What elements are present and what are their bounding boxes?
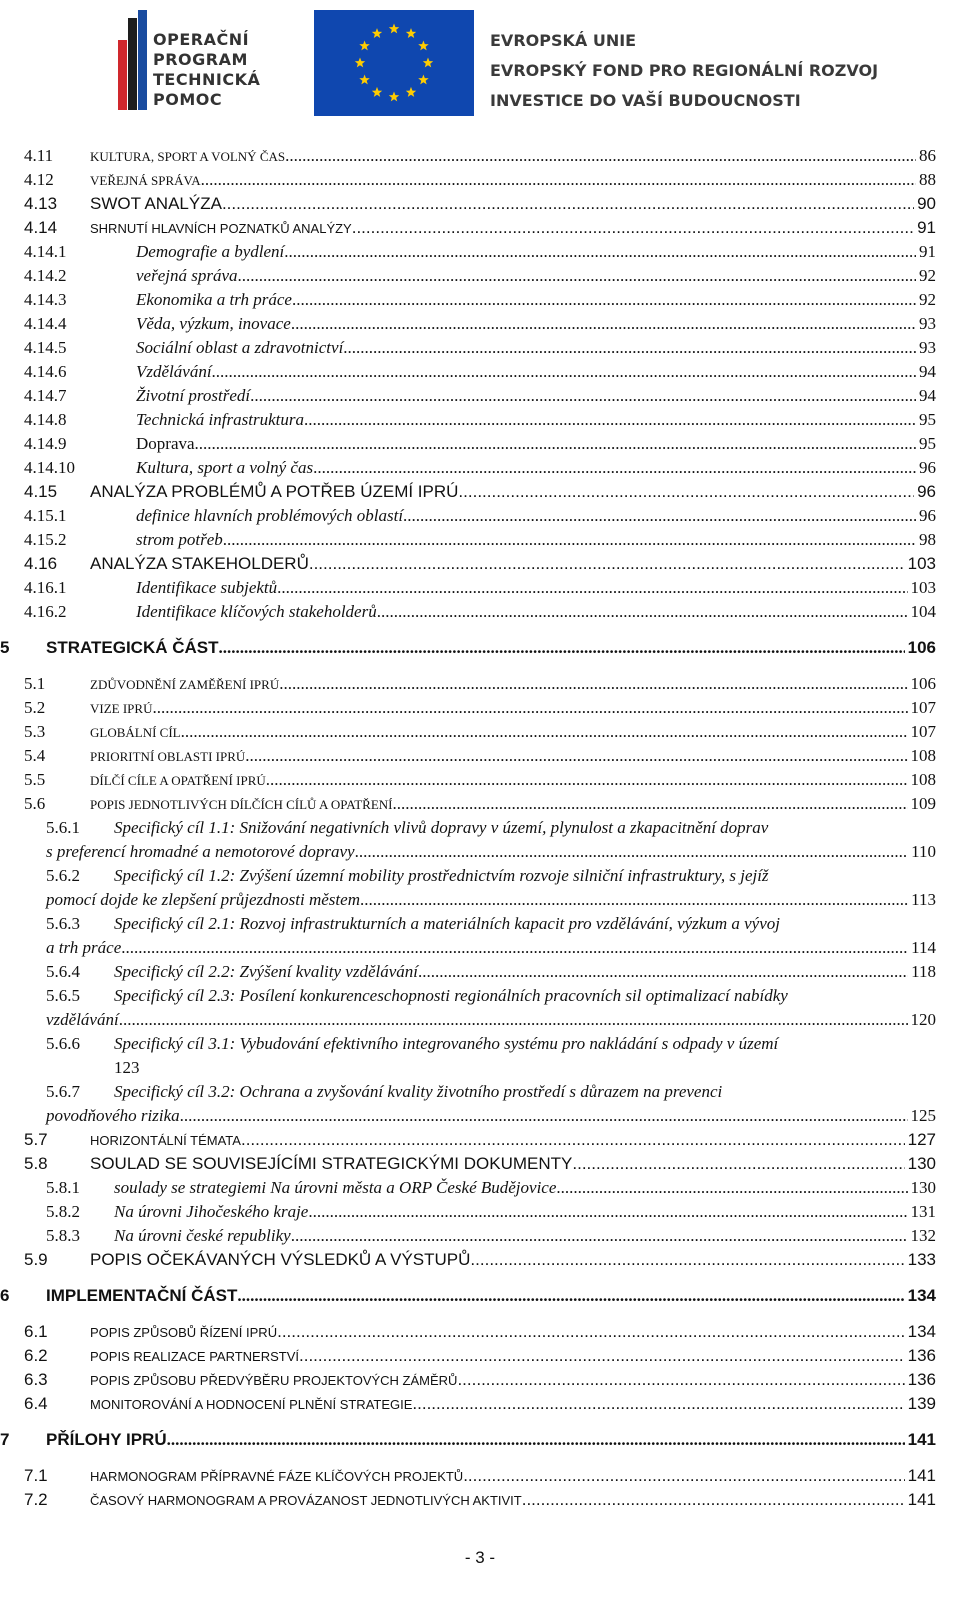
toc-number: 4.15.1	[24, 506, 67, 525]
toc-title: SHRNUTÍ HLAVNÍCH POZNATKŮ ANALÝZY	[90, 221, 352, 236]
toc-number: 4.14.1	[24, 242, 67, 261]
toc-entry[interactable]	[24, 288, 936, 312]
toc-entry[interactable]	[24, 1344, 936, 1368]
toc-title-cont: vzdělávání	[46, 1010, 119, 1029]
toc-title: PŘÍLOHY IPRÚ	[46, 1430, 167, 1449]
toc-title: KULTURA, SPORT A VOLNÝ ČAS	[90, 149, 286, 164]
toc-title: soulady se strategiemi Na úrovni města a ORP České Budějovice	[114, 1178, 557, 1197]
toc-number: 4.16.2	[24, 602, 67, 621]
toc-page: 91	[917, 218, 936, 237]
toc-number: 5.8.3	[46, 1226, 80, 1245]
toc-title: Sociální oblast a zdravotnictví	[136, 338, 344, 357]
toc-number: 5.8.1	[46, 1178, 80, 1197]
toc-title-cont: a trh práce	[46, 938, 122, 957]
toc-number: 7	[0, 1430, 10, 1449]
toc-number: 5.9	[24, 1250, 48, 1269]
toc-title: Specifický cíl 3.2: Ochrana a zvyšování kvality životního prostředí s důrazem na prevenci	[114, 1082, 723, 1101]
toc-entry[interactable]	[24, 600, 936, 624]
toc-entry[interactable]	[24, 432, 936, 456]
toc-title: Na úrovni Jihočeského kraje	[114, 1202, 309, 1221]
toc-entry[interactable]	[46, 984, 936, 1032]
toc-title-cont: s preferencí hromadné a nemotorové dopravy	[46, 842, 355, 861]
toc-page: 103	[910, 578, 936, 597]
toc-entry[interactable]	[24, 1464, 936, 1488]
toc-title: veřejná správa	[136, 266, 238, 285]
toc-title: POPIS ZPŮSOBŮ ŘÍZENÍ IPRÚ	[90, 1325, 278, 1340]
toc-title: Specifický cíl 1.1: Snižování negativních vlivů dopravy v území, plynulost a zkapacitnění doprav	[114, 818, 769, 837]
toc-title: POPIS REALIZACE PARTNERSTVÍ	[90, 1349, 300, 1364]
toc-number: 5.3	[24, 722, 46, 741]
toc-entry[interactable]	[46, 912, 936, 960]
toc-page: 131	[910, 1202, 936, 1221]
toc-number: 4.14.9	[24, 434, 67, 453]
toc-entry[interactable]	[24, 264, 936, 288]
toc-page: 114	[911, 938, 936, 957]
toc-number: 4.13	[24, 194, 58, 213]
toc-page: 132	[910, 1226, 936, 1245]
page-number: - 3 -	[464, 1548, 496, 1567]
toc-page: 106	[907, 638, 936, 657]
toc-title: Technická infrastruktura	[136, 410, 304, 429]
toc-entry[interactable]	[24, 552, 936, 576]
toc-page: 108	[910, 746, 936, 765]
toc-number: 5.6.2	[46, 866, 80, 885]
toc-entry[interactable]	[24, 792, 936, 816]
toc-entry[interactable]	[24, 1368, 936, 1392]
toc-title: Kultura, sport a volný čas	[136, 458, 314, 477]
toc-number: 4.11	[24, 146, 54, 165]
toc-number: 4.16	[24, 554, 58, 573]
toc-page: 95	[919, 434, 936, 453]
toc-entry[interactable]	[24, 1152, 936, 1176]
toc-title: Specifický cíl 3.1: Vybudování efektivního integrovaného systému pro nakládání s odpady v území	[114, 1034, 779, 1053]
toc-entry[interactable]	[46, 960, 936, 984]
toc-number: 5.6	[24, 794, 46, 813]
toc-title: STRATEGICKÁ ČÁST	[46, 638, 219, 657]
toc-title: SOULAD SE SOUVISEJÍCÍMI STRATEGICKÝMI DOKUMENTY	[90, 1154, 573, 1173]
toc-entry[interactable]	[24, 216, 936, 240]
toc-title: strom potřeb	[136, 530, 223, 549]
toc-number: 6.2	[24, 1346, 48, 1365]
toc-title: ZDŮVODNĚNÍ ZAMĚŘENÍ IPRÚ	[90, 677, 280, 692]
toc-page: 92	[919, 290, 936, 309]
toc-number: 5.6.1	[46, 818, 80, 837]
toc-number: 5.6.6	[46, 1034, 80, 1053]
toc-page: 86	[919, 146, 936, 165]
toc-entry[interactable]	[0, 1284, 936, 1308]
toc-page: 136	[907, 1370, 936, 1389]
toc-number: 7.1	[24, 1466, 48, 1485]
toc-title: Na úrovni české republiky	[114, 1226, 291, 1245]
eu-flag-icon	[314, 10, 474, 116]
toc-entry[interactable]	[0, 1428, 936, 1452]
optp-logo-text: OPERAČNÍ PROGRAM TECHNICKÁ POMOC	[153, 30, 261, 109]
toc-title: Demografie a bydlení	[136, 242, 285, 261]
toc-title: POPIS OČEKÁVANÝCH VÝSLEDKŮ A VÝSTUPŮ	[90, 1250, 471, 1269]
toc-title: Věda, výzkum, inovace	[136, 314, 291, 333]
toc-number: 5.2	[24, 698, 46, 717]
toc-entry[interactable]	[46, 1032, 936, 1080]
toc-entry[interactable]	[24, 1392, 936, 1416]
toc-number: 7.2	[24, 1490, 48, 1509]
toc-entry[interactable]	[24, 1320, 936, 1344]
toc-number: 4.12	[24, 170, 54, 189]
toc-page: 125	[910, 1106, 936, 1125]
toc-title: IMPLEMENTAČNÍ ČÁST	[46, 1286, 238, 1305]
toc-entry[interactable]	[24, 672, 936, 696]
toc-entry[interactable]	[24, 192, 936, 216]
toc-number: 5.4	[24, 746, 46, 765]
toc-page: 91	[919, 242, 936, 261]
toc-title: POPIS JEDNOTLIVÝCH DÍLČÍCH CÍLŮ A OPATŘENÍ	[90, 797, 393, 812]
toc-number: 4.14.3	[24, 290, 67, 309]
toc-page: 96	[919, 458, 936, 477]
toc-title: Identifikace subjektů	[136, 578, 278, 597]
toc-page: 123	[114, 1058, 140, 1077]
toc-entry[interactable]	[24, 456, 936, 480]
toc-title-cont: povodňového rizika	[46, 1106, 180, 1125]
toc-entry[interactable]	[46, 864, 936, 912]
toc-title: Vzdělávání	[136, 362, 212, 381]
toc-entry[interactable]	[24, 720, 936, 744]
toc-entry[interactable]	[24, 384, 936, 408]
toc-entry[interactable]	[24, 1128, 936, 1152]
toc-number: 5.6.3	[46, 914, 80, 933]
toc-entry[interactable]	[24, 1488, 936, 1512]
toc-entry[interactable]	[24, 240, 936, 264]
toc-number: 6	[0, 1286, 10, 1305]
header	[0, 0, 960, 125]
toc-page: 118	[911, 962, 936, 981]
toc-page: 141	[907, 1430, 936, 1449]
toc-title: HARMONOGRAM PŘÍPRAVNÉ FÁZE KLÍČOVÝCH PROJEKTŮ	[90, 1469, 464, 1484]
toc-entry[interactable]	[24, 576, 936, 600]
toc-number: 4.14	[24, 218, 58, 237]
toc-page: 133	[907, 1250, 936, 1269]
toc-page: 96	[919, 506, 936, 525]
toc-page: 106	[910, 674, 936, 693]
toc-page: 93	[919, 314, 936, 333]
toc-number: 4.14.6	[24, 362, 67, 381]
toc-title: Specifický cíl 2.3: Posílení konkurenceschopnosti regionálních pracovních sil optimalizací nabídky	[114, 986, 788, 1005]
toc-title: Specifický cíl 2.2: Zvýšení kvality vzdělávání	[114, 962, 418, 981]
toc-title-cont: pomocí dojde ke zlepšení průjezdnosti městem	[46, 890, 360, 909]
toc-page: 104	[910, 602, 936, 621]
toc-number: 4.14.10	[24, 458, 75, 477]
toc-page: 103	[907, 554, 936, 573]
toc-entry[interactable]	[46, 1224, 936, 1248]
toc-page: 127	[907, 1130, 936, 1149]
toc-entry[interactable]	[24, 768, 936, 792]
toc-entry[interactable]	[24, 360, 936, 384]
toc-entry[interactable]	[24, 168, 936, 192]
toc-title: POPIS ZPŮSOBU PŘEDVÝBĚRU PROJEKTOVÝCH ZÁMĚRŮ	[90, 1373, 458, 1388]
toc-entry[interactable]	[46, 1200, 936, 1224]
toc-entry[interactable]	[24, 312, 936, 336]
toc-page: 95	[919, 410, 936, 429]
toc-page: 94	[919, 362, 936, 381]
toc-page: 130	[907, 1154, 936, 1173]
toc-title: HORIZONTÁLNÍ TÉMATA	[90, 1133, 241, 1148]
toc-title: ČASOVÝ HARMONOGRAM A PROVÁZANOST JEDNOTLIVÝCH AKTIVIT	[90, 1493, 522, 1508]
toc-page: 109	[910, 794, 936, 813]
toc-number: 5.6.5	[46, 986, 80, 1005]
toc-title: GLOBÁLNÍ CÍL	[90, 725, 181, 740]
toc-page: 107	[910, 722, 936, 741]
toc-entry[interactable]	[24, 408, 936, 432]
toc-page: 94	[919, 386, 936, 405]
toc-page: 107	[910, 698, 936, 717]
toc-number: 4.16.1	[24, 578, 67, 597]
toc-page: 139	[907, 1394, 936, 1413]
toc-page: 134	[907, 1286, 936, 1305]
toc-title: DÍLČÍ CÍLE A OPATŘENÍ IPRÚ	[90, 773, 266, 788]
toc-page: 130	[910, 1178, 936, 1197]
eu-logo-text: EVROPSKÁ UNIE EVROPSKÝ FOND PRO REGIONÁLNÍ ROZVOJ INVESTICE DO VAŠÍ BUDOUCNOSTI	[490, 31, 879, 110]
toc-entry[interactable]	[24, 480, 936, 504]
toc-number: 4.15.2	[24, 530, 67, 549]
toc-page: 98	[919, 530, 936, 549]
toc-page: 134	[907, 1322, 936, 1341]
toc-number: 4.14.8	[24, 410, 67, 429]
toc-entry[interactable]	[46, 1080, 936, 1128]
toc-title: VEŘEJNÁ SPRÁVA	[90, 173, 201, 188]
toc-number: 4.14.4	[24, 314, 67, 333]
toc-number: 5.6.7	[46, 1082, 80, 1101]
toc-entry[interactable]	[24, 1248, 936, 1272]
toc-entry[interactable]	[24, 744, 936, 768]
toc-page: 141	[907, 1466, 936, 1485]
toc-number: 4.15	[24, 482, 58, 501]
toc-title: VIZE IPRÚ	[90, 701, 153, 716]
toc-number: 5.5	[24, 770, 46, 789]
toc-number: 5.6.4	[46, 962, 80, 981]
toc-title: ANALÝZA PROBLÉMŮ A POTŘEB ÚZEMÍ IPRÚ	[90, 482, 459, 501]
toc-page: 110	[911, 842, 936, 861]
toc-title: Identifikace klíčových stakeholderů	[136, 602, 377, 621]
toc-entry[interactable]	[24, 504, 936, 528]
optp-bars-icon	[118, 10, 148, 110]
toc-page: 120	[910, 1010, 936, 1029]
toc-number: 5.7	[24, 1130, 48, 1149]
toc-page: 108	[910, 770, 936, 789]
toc-title: PRIORITNÍ OBLASTI IPRÚ	[90, 749, 246, 764]
toc-number: 5	[0, 638, 10, 657]
toc-page: 92	[919, 266, 936, 285]
toc-page: 113	[911, 890, 936, 909]
toc-page: 96	[917, 482, 936, 501]
toc-page: 141	[907, 1490, 936, 1509]
toc-number: 6.1	[24, 1322, 48, 1341]
toc-entry[interactable]	[24, 696, 936, 720]
toc-page: 90	[917, 194, 936, 213]
toc-entry[interactable]	[24, 144, 936, 168]
toc-number: 5.8	[24, 1154, 48, 1173]
toc-title: Doprava	[136, 434, 195, 453]
toc-entry[interactable]	[0, 636, 936, 660]
toc-title: SWOT ANALÝZA	[90, 194, 222, 213]
toc-entry[interactable]	[46, 1176, 936, 1200]
toc-number: 5.1	[24, 674, 46, 693]
toc-title: MONITOROVÁNÍ A HODNOCENÍ PLNĚNÍ STRATEGIE	[90, 1397, 413, 1412]
toc-entry[interactable]	[46, 816, 936, 864]
toc-page: 136	[907, 1346, 936, 1365]
toc-number: 4.14.5	[24, 338, 67, 357]
toc-entry[interactable]	[24, 336, 936, 360]
toc-title: Specifický cíl 1.2: Zvýšení územní mobility prostřednictvím rozvoje silniční infrastruktury, s jejíž	[114, 866, 769, 885]
toc-number: 6.3	[24, 1370, 48, 1389]
toc-entry[interactable]	[24, 528, 936, 552]
optp-logo	[118, 10, 298, 118]
toc-number: 4.14.2	[24, 266, 67, 285]
toc-title: Ekonomika a trh práce	[136, 290, 292, 309]
toc-number: 4.14.7	[24, 386, 67, 405]
toc-title: Specifický cíl 2.1: Rozvoj infrastrukturních a materiálních kapacit pro vzdělávání, výzkum a vývoj	[114, 914, 780, 933]
toc-title: ANALÝZA STAKEHOLDERŮ	[90, 554, 309, 573]
toc-page: 93	[919, 338, 936, 357]
toc-title: Životní prostředí	[136, 386, 251, 405]
toc-page: 88	[919, 170, 936, 189]
toc-title: definice hlavních problémových oblastí	[136, 506, 404, 525]
toc-number: 5.8.2	[46, 1202, 80, 1221]
toc-number: 6.4	[24, 1394, 48, 1413]
